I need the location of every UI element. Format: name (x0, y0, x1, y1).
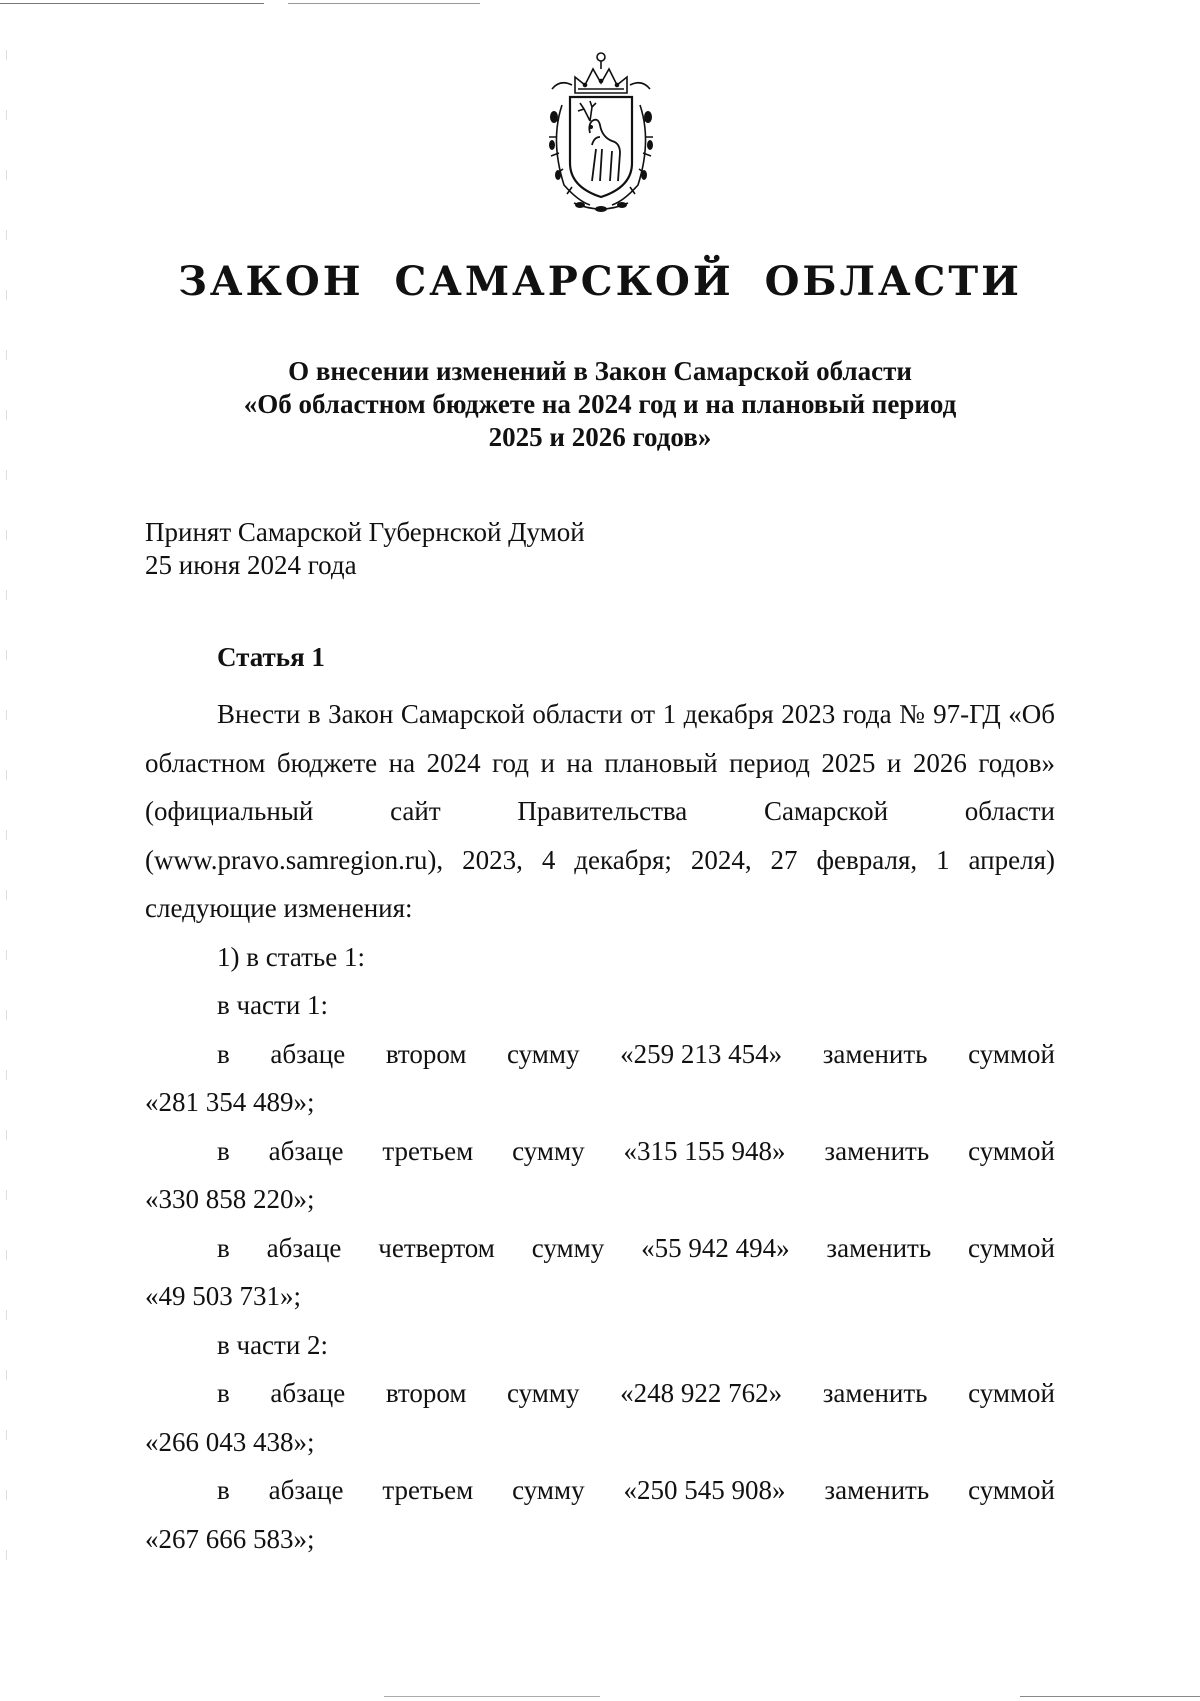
replacement-line (145, 1369, 1055, 1418)
adoption-info (145, 516, 585, 582)
article-intro: Внести в Закон Самарской области от 1 декабря 2023 года № 97-ГД «Об областном бюджете на 2024 год и на плановый период 2025 и 2026 годов» (официальный сайт Правительства Самарской области (www.pravo.samregion.ru), 2023, 4 декабря; 2024, 27 февраля, 1 апреля) следующие изменения: (145, 699, 1055, 923)
scan-artifact-bottom (0, 1696, 1200, 1697)
article-heading: Статья 1 (217, 642, 325, 672)
replacement-line (145, 1127, 1055, 1176)
new-sum: «281 354 489»; (145, 1087, 315, 1117)
word: сумму (531, 1232, 605, 1263)
replacement-line (145, 1224, 1055, 1273)
word: сумму (512, 1475, 585, 1505)
word: суммой (968, 1475, 1055, 1505)
samara-coat-of-arms-icon (530, 45, 672, 215)
subtitle-line: «Об областном бюджете на 2024 год и на плановый период (243, 389, 957, 419)
new-sum: «267 666 583»; (145, 1523, 315, 1554)
word: абзаце (270, 1038, 346, 1069)
law-title: ЗАКОН САМАРСКОЙ ОБЛАСТИ (178, 258, 1022, 305)
word: заменить (822, 1038, 928, 1069)
scan-artifact-top (0, 3, 1200, 4)
word: заменить (824, 1475, 930, 1505)
item-heading: 1) в статье 1: (217, 941, 365, 972)
law-subtitle (0, 355, 1200, 454)
adoption-body: Принят Самарской Губернской Думой (145, 517, 585, 547)
old-sum: «55 942 494» (641, 1232, 790, 1263)
word: сумму (512, 1135, 585, 1166)
word: абзаце (268, 1135, 344, 1166)
article-body (145, 640, 1055, 1563)
word: третьем (382, 1135, 474, 1166)
new-sum: «49 503 731»; (145, 1281, 302, 1311)
word: суммой (968, 1232, 1055, 1263)
word: сумму (507, 1378, 580, 1408)
word: в (217, 1232, 230, 1263)
word: в (217, 1135, 230, 1166)
word: втором (385, 1378, 467, 1408)
new-sum: «330 858 220»; (145, 1184, 315, 1214)
word: третьем (382, 1475, 474, 1505)
old-sum: «315 155 948» (623, 1135, 786, 1166)
word: суммой (968, 1038, 1055, 1069)
word: заменить (824, 1135, 930, 1166)
old-sum: «259 213 454» (620, 1038, 783, 1069)
word: в (217, 1378, 230, 1408)
replacement-line (145, 1466, 1055, 1515)
word: суммой (968, 1378, 1055, 1408)
new-sum: «266 043 438»; (145, 1426, 315, 1457)
subtitle-line: 2025 и 2026 годов» (488, 422, 712, 452)
word: абзаце (266, 1232, 342, 1263)
word: сумму (507, 1038, 580, 1069)
word: в (217, 1038, 230, 1069)
adoption-date: 25 июня 2024 года (145, 550, 357, 580)
word: абзаце (268, 1475, 344, 1505)
replacement-line (145, 1030, 1055, 1079)
word: четвертом (378, 1232, 495, 1263)
word: суммой (968, 1135, 1055, 1166)
word: заменить (826, 1232, 932, 1263)
part-heading: в части 1: (217, 990, 329, 1020)
subtitle-line: О внесении изменений в Закон Самарской области (288, 356, 912, 386)
word: в (217, 1475, 230, 1505)
part-heading: в части 2: (217, 1329, 329, 1360)
word: абзаце (270, 1378, 346, 1408)
word: втором (385, 1038, 467, 1069)
old-sum: «248 922 762» (620, 1378, 783, 1408)
word: заменить (822, 1378, 928, 1408)
old-sum: «250 545 908» (623, 1475, 786, 1505)
